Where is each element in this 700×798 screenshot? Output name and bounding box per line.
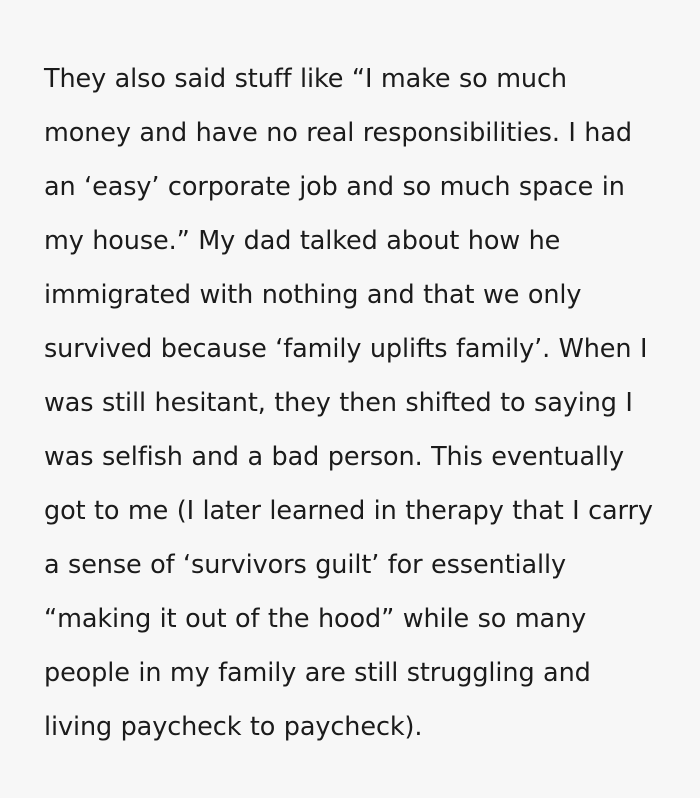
story-paragraph: They also said stuff like “I make so much money and have no real responsibilities. I had an ‘easy’ corporate job and so much space in my house.” My dad talked about how he immigrated with nothing and that we only survived because ‘family uplifts family’. When I was still hesitant, they then shifted to saying I was selfish and a bad person. This eventually got to me (I later learned in therapy that I carry a sense of ‘survivors guilt’ for essentially “making it out of the hood” while so many people in my family are still struggling and living paycheck to paycheck).: [44, 63, 662, 742]
